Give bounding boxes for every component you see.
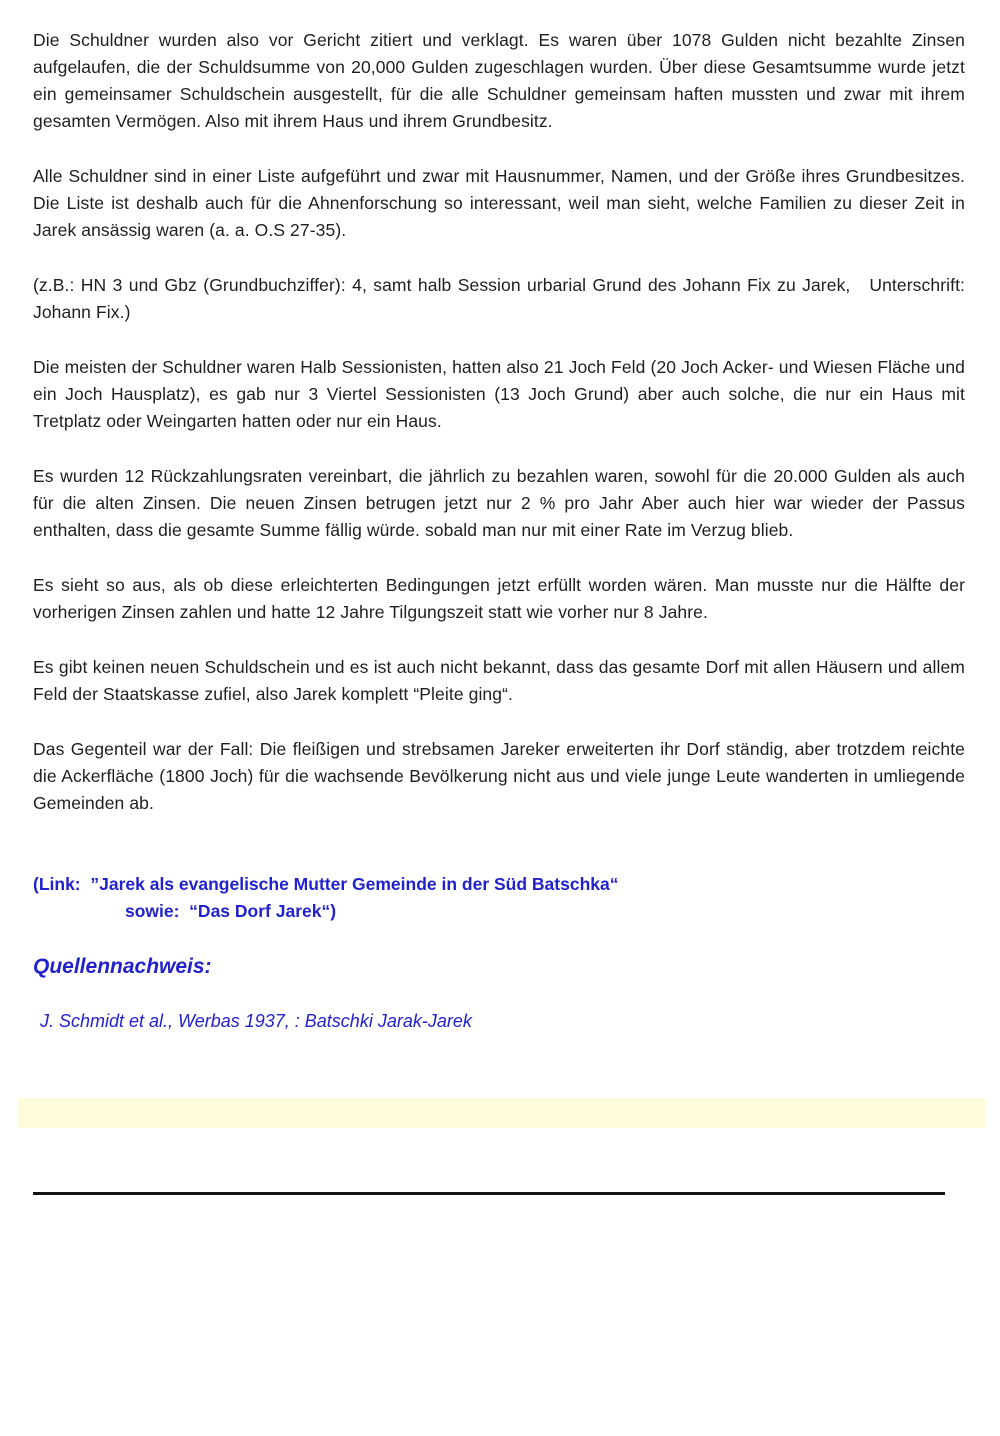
- paragraph-conditions-fulfilled: Es sieht so aus, als ob diese erleichterten Bedingungen jetzt erfüllt worden wären. Man musste nur die Hälfte der vorherigen Zinsen zahlen und hatte 12 Jahre Tilgungszeit statt wie vorher nur 8 Jahre.: [33, 575, 965, 622]
- paragraph-village-growth: Das Gegenteil war der Fall: Die fleißigen und strebsamen Jareker erweiterten ihr Dorf ständig, aber trotzdem reichte die Ackerfläche (1800 Joch) für die wachsende Bevölkerung nicht aus und viele junge Leute wanderten in umliegende Gemeinden ab.: [33, 739, 965, 813]
- footer-divider-line: [33, 1192, 945, 1195]
- paragraph-court-summons: Die Schuldner wurden also vor Gericht zitiert und verklagt. Es waren über 1078 Gulden nicht bezahlte Zinsen aufgelaufen, die der Schuldsumme von 20,000 Gulden zugeschlagen wurden. Über diese Gesamtsumme wurde jetzt ein gemeinsamer Schuldschein ausgestellt, für die alle Schuldner gemeinsam haften mussten und zwar mit ihrem gesamten Vermögen. Also mit ihrem Haus und ihrem Grundbesitz.: [33, 30, 965, 131]
- paragraph-no-new-schuldschein: Es gibt keinen neuen Schuldschein und es ist auch nicht bekannt, dass das gesamte Dorf mit allen Häusern und allem Feld der Staatskasse zufiel, also Jarek komplett “Pleite ging“.: [33, 657, 965, 704]
- link-jarek-mutter-gemeinde[interactable]: (Link: ”Jarek als evangelische Mutter Gemeinde in der Süd Batschka“: [33, 874, 619, 894]
- paragraph-example-entry: (z.B.: HN 3 und Gbz (Grundbuchziffer): 4, samt halb Session urbarial Grund des Johann Fix zu Jarek, Unterschrift: Johann Fix.): [33, 275, 965, 322]
- sources-heading: Quellennachweis:: [33, 955, 212, 978]
- related-links-block: [33, 871, 965, 925]
- paragraph-repayment-rates: Es wurden 12 Rückzahlungsraten vereinbart, die jährlich zu bezahlen waren, sowohl für die 20.000 Gulden als auch für die alten Zinsen. Die neuen Zinsen betrugen jetzt nur 2 % pro Jahr Aber auch hier war wieder der Passus enthalten, dass die gesamte Summe fällig würde. sobald man nur mit einer Rate im Verzug blieb.: [33, 466, 965, 540]
- link-das-dorf-jarek[interactable]: sowie: “Das Dorf Jarek“): [125, 901, 337, 921]
- paragraph-debtor-list: Alle Schuldner sind in einer Liste aufgeführt und zwar mit Hausnummer, Namen, und der Größe ihres Grundbesitzes. Die Liste ist deshalb auch für die Ahnenforschung so interessant, weil man sieht, welche Familien zu dieser Zeit in Jarek ansässig waren (a. a. O.S 27-35).: [33, 166, 965, 240]
- paragraph-sessionisten: Die meisten der Schuldner waren Halb Sessionisten, hatten also 21 Joch Feld (20 Joch Acker- und Wiesen Fläche und ein Joch Hausplatz), es gab nur 3 Viertel Sessionisten (13 Joch Grund) aber auch solche, die nur ein Haus mit Tretplatz oder Weingarten hatten oder nur ein Haus.: [33, 357, 965, 431]
- source-citation: J. Schmidt et al., Werbas 1937, : Batschki Jarak-Jarek: [40, 1011, 472, 1031]
- highlight-band: [18, 1098, 985, 1128]
